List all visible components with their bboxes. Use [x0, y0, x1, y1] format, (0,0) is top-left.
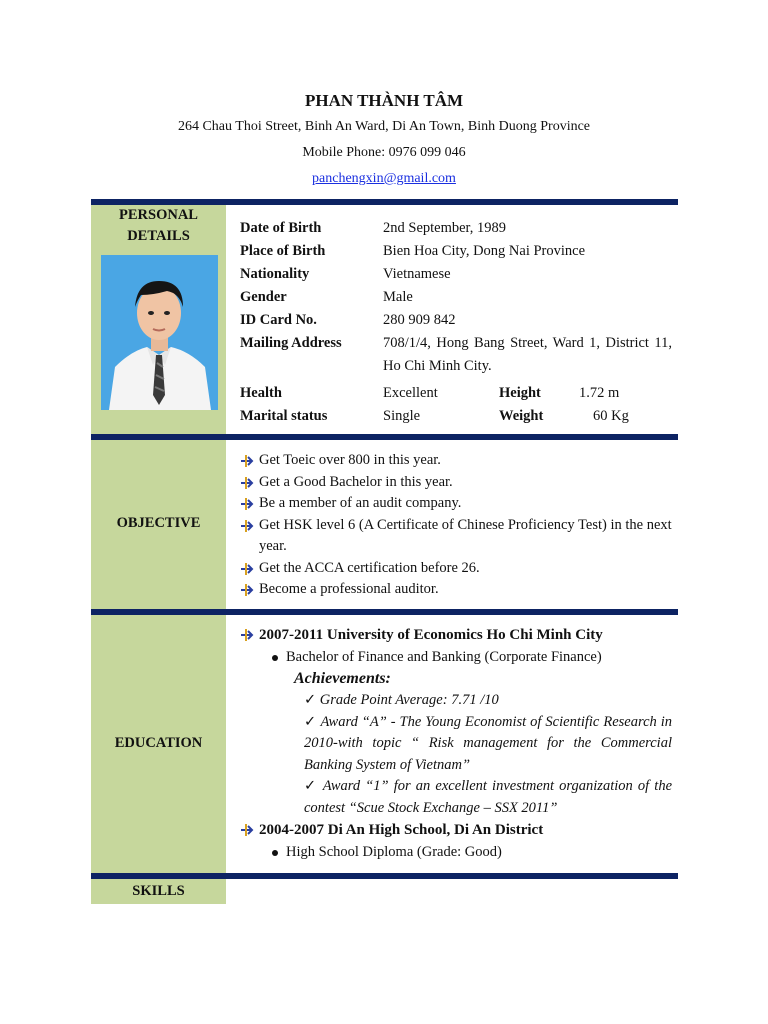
achievement-item: ✓ Award “1” for an excellent investment organization of the contest “Scue Stock Exchange – SSX 2011” — [304, 778, 672, 816]
value-health: Excellent — [383, 385, 438, 401]
achievement-item: ✓ Grade Point Average: 7.71 /10 — [304, 692, 499, 708]
label-mailing-address: Mailing Address — [240, 335, 342, 351]
arrow-bullet-icon — [240, 497, 256, 511]
value-id-card: 280 909 842 — [383, 312, 456, 328]
label-weight: Weight — [499, 408, 544, 424]
arrow-bullet-icon — [240, 476, 256, 490]
high-school-degree: High School Diploma (Grade: Good) — [240, 841, 672, 863]
achievement-item: ✓ Award “A” - The Young Economist of Scientific Research in 2010-with topic “ Risk management for the Commercial Banking System of Vietnam” — [304, 713, 673, 773]
arrow-bullet-icon — [240, 454, 256, 468]
checkmark-icon: ✓ — [304, 692, 320, 708]
value-pob: Bien Hoa City, Dong Nai Province — [383, 243, 586, 259]
list-item: Get Toeic over 800 in this year. — [240, 450, 672, 472]
value-weight: 60 Kg — [593, 408, 629, 424]
education-list — [240, 624, 672, 863]
university-heading: 2007-2011 University of Economics Ho Chi Minh City — [240, 624, 672, 646]
arrow-bullet-icon — [240, 583, 256, 597]
candidate-name: PHAN THÀNH TÂM — [304, 91, 464, 110]
value-marital-status: Single — [383, 408, 421, 424]
arrow-bullet-icon — [240, 519, 256, 533]
label-marital-status: Marital status — [240, 408, 328, 424]
section-label-objective: OBJECTIVE — [116, 515, 201, 531]
personal-details — [240, 217, 672, 428]
email-link[interactable]: panchengxin@gmail.com — [312, 171, 456, 186]
profile-photo — [101, 255, 218, 410]
list-item: Get HSK level 6 (A Certificate of Chinese Proficiency Test) in the next year. — [240, 515, 672, 558]
address: 264 Chau Thoi Street, Binh An Ward, Di An Town, Binh Duong Province — [177, 119, 591, 134]
section-label-education: EDUCATION — [114, 735, 203, 751]
university-degree: Bachelor of Finance and Banking (Corporate Finance) — [240, 646, 672, 668]
label-pob: Place of Birth — [240, 243, 326, 259]
list-item: Become a professional auditor. — [240, 579, 672, 601]
value-nationality: Vietnamese — [383, 266, 451, 282]
resume-header — [0, 88, 768, 192]
list-item: Get the ACCA certification before 26. — [240, 558, 672, 580]
checkmark-icon: ✓ — [304, 713, 321, 730]
value-mailing-address: 708/1/4, Hong Bang Street, Ward 1, District 11, Ho Chi Minh City. — [383, 335, 672, 374]
sidebar-objective — [91, 440, 226, 609]
label-id-card: ID Card No. — [240, 312, 317, 328]
sidebar-education — [91, 615, 226, 873]
mobile-phone: Mobile Phone: 0976 099 046 — [302, 145, 466, 160]
label-height: Height — [499, 385, 541, 401]
label-gender: Gender — [240, 289, 287, 305]
high-school-heading: 2004-2007 Di An High School, Di An District — [240, 819, 672, 841]
value-gender: Male — [383, 289, 413, 305]
arrow-bullet-icon — [240, 562, 256, 576]
value-height: 1.72 m — [579, 385, 620, 401]
arrow-bullet-icon — [240, 628, 256, 642]
objective-list — [240, 450, 672, 601]
sidebar-skills — [91, 879, 226, 904]
label-health: Health — [240, 385, 282, 401]
list-item: Be a member of an audit company. — [240, 493, 672, 515]
label-nationality: Nationality — [240, 266, 310, 282]
section-label-personal: PERSONAL DETAILS — [119, 207, 198, 244]
person-portrait-icon — [101, 255, 218, 410]
achievements-label: Achievements: — [294, 670, 391, 687]
checkmark-icon: ✓ — [304, 778, 323, 794]
arrow-bullet-icon — [240, 823, 256, 837]
label-dob: Date of Birth — [240, 220, 322, 236]
list-item: Get a Good Bachelor in this year. — [240, 472, 672, 494]
value-dob: 2nd September, 1989 — [383, 220, 507, 236]
section-label-skills: SKILLS — [132, 883, 185, 899]
